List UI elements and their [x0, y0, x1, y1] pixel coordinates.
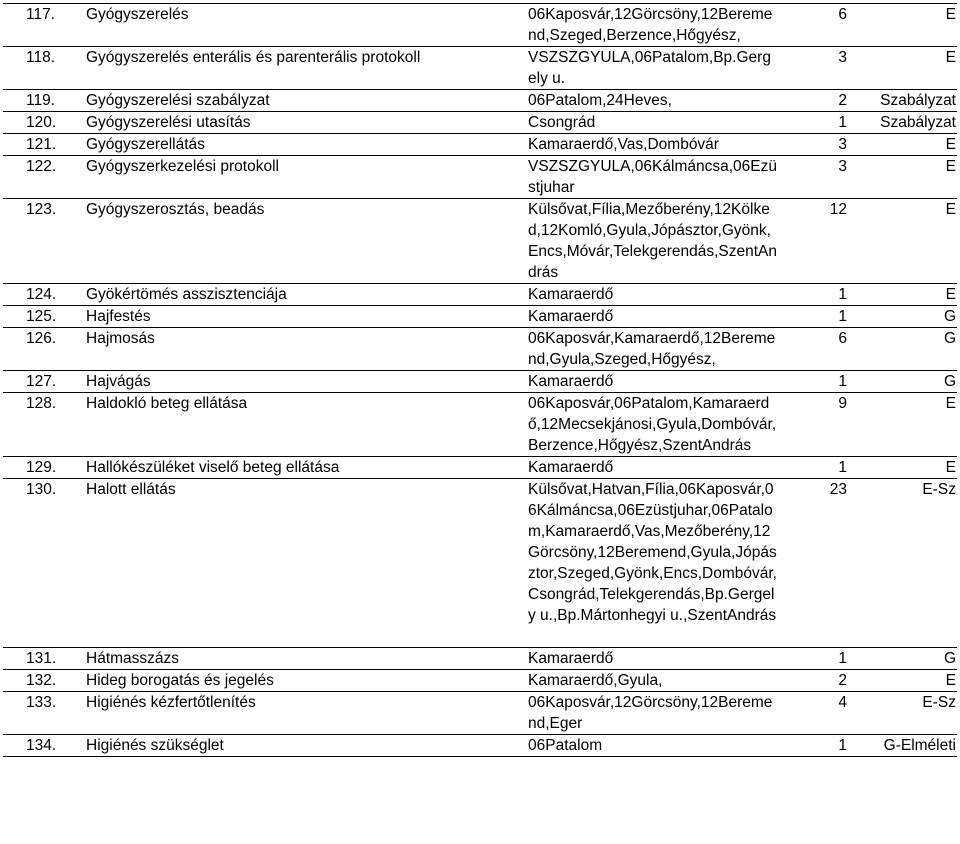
procedure-type: G-Elméleti [850, 735, 957, 757]
location-count: 2 [778, 670, 850, 692]
procedure-name: Higiénés szükséglet [86, 735, 528, 757]
row-number: 119. [3, 90, 86, 112]
location-count: 1 [778, 735, 850, 757]
procedure-type: Szabályzat [850, 90, 957, 112]
procedure-type: E [850, 47, 957, 90]
table-row [3, 479, 957, 648]
locations: Kamaraerdő [528, 648, 778, 670]
location-count: 23 [778, 479, 850, 648]
procedure-name: Gyógyszerelés enterális és parenterális protokoll [86, 47, 528, 90]
location-count: 9 [778, 393, 850, 457]
procedure-type: G [850, 648, 957, 670]
row-number: 127. [3, 371, 86, 393]
table-row [3, 648, 957, 670]
table-row [3, 90, 957, 112]
row-number: 123. [3, 199, 86, 284]
procedure-name: Gyógyszerelési utasítás [86, 112, 528, 134]
procedure-name: Gyógyszerellátás [86, 134, 528, 156]
procedure-type: E [850, 134, 957, 156]
table-row [3, 134, 957, 156]
location-count: 1 [778, 457, 850, 479]
table-row [3, 371, 957, 393]
row-number: 133. [3, 692, 86, 735]
procedure-name: Hallókészüléket viselő beteg ellátása [86, 457, 528, 479]
procedure-name: Haldokló beteg ellátása [86, 393, 528, 457]
row-number: 132. [3, 670, 86, 692]
procedure-type: G [850, 328, 957, 371]
location-count: 3 [778, 47, 850, 90]
location-count: 1 [778, 306, 850, 328]
procedure-name: Hátmasszázs [86, 648, 528, 670]
procedure-name: Hajmosás [86, 328, 528, 371]
row-number: 129. [3, 457, 86, 479]
procedure-type: E [850, 199, 957, 284]
table-row [3, 306, 957, 328]
locations: 06Patalom [528, 735, 778, 757]
procedure-type: E [850, 284, 957, 306]
procedure-name: Gyökértömés asszisztenciája [86, 284, 528, 306]
locations: 06Patalom,24Heves, [528, 90, 778, 112]
table-row [3, 670, 957, 692]
locations: Külsővat,Fília,Mezőberény,12Kölked,12Komló,Gyula,Jópásztor,Gyönk,Encs,Móvár,Telekgerendás,SzentAndrás [528, 199, 778, 284]
location-count: 12 [778, 199, 850, 284]
table-row [3, 4, 957, 47]
row-number: 125. [3, 306, 86, 328]
location-count: 6 [778, 328, 850, 371]
row-number: 121. [3, 134, 86, 156]
procedure-type: E [850, 4, 957, 47]
location-count: 3 [778, 134, 850, 156]
procedure-type: E [850, 457, 957, 479]
row-number: 117. [3, 4, 86, 47]
locations: Csongrád [528, 112, 778, 134]
procedure-name: Gyógyszerelés [86, 4, 528, 47]
procedure-name: Higiénés kézfertőtlenítés [86, 692, 528, 735]
locations: 06Kaposvár,12Görcsöny,12Beremend,Eger [528, 692, 778, 735]
locations: 06Kaposvár,12Görcsöny,12Beremend,Szeged,Berzence,Hőgyész, [528, 4, 778, 47]
row-number: 131. [3, 648, 86, 670]
procedure-name: Gyógyszerkezelési protokoll [86, 156, 528, 199]
row-number: 130. [3, 479, 86, 648]
procedure-name: Gyógyszerelési szabályzat [86, 90, 528, 112]
row-number: 134. [3, 735, 86, 757]
procedure-table [3, 3, 957, 757]
row-number: 126. [3, 328, 86, 371]
table-row [3, 328, 957, 371]
locations: VSZSZGYULA,06Kálmáncsa,06Ezüstjuhar [528, 156, 778, 199]
procedure-name: Hideg borogatás és jegelés [86, 670, 528, 692]
row-number: 124. [3, 284, 86, 306]
table-row [3, 735, 957, 757]
locations: 06Kaposvár,06Patalom,Kamaraerdő,12Mecsekjánosi,Gyula,Dombóvár,Berzence,Hőgyész,SzentAndrás [528, 393, 778, 457]
locations: Kamaraerdő,Vas,Dombóvár [528, 134, 778, 156]
locations: 06Kaposvár,Kamaraerdő,12Beremend,Gyula,Szeged,Hőgyész, [528, 328, 778, 371]
procedure-name: Halott ellátás [86, 479, 528, 648]
table-row [3, 112, 957, 134]
table-body [3, 4, 957, 757]
table-row [3, 47, 957, 90]
locations: Kamaraerdő [528, 371, 778, 393]
procedure-type: E [850, 156, 957, 199]
locations: Kamaraerdő [528, 284, 778, 306]
location-count: 4 [778, 692, 850, 735]
locations: Kamaraerdő,Gyula, [528, 670, 778, 692]
procedure-type: E [850, 670, 957, 692]
locations: Külsővat,Hatvan,Fília,06Kaposvár,06Kálmáncsa,06Ezüstjuhar,06Patalom,Kamaraerdő,Vas,Mezőberény,12Görcsöny,12Beremend,Gyula,Jópásztor,Szeged,Gyönk,Encs,Dombóvár,Csongrád,Telekgerendás,Bp.Gergely u.,Bp.Mártonhegyi u.,SzentAndrás [528, 479, 778, 648]
procedure-type: E-Sz [850, 479, 957, 648]
row-number: 120. [3, 112, 86, 134]
table-row [3, 199, 957, 284]
location-count: 3 [778, 156, 850, 199]
location-count: 1 [778, 648, 850, 670]
location-count: 6 [778, 4, 850, 47]
table-row [3, 156, 957, 199]
procedure-type: G [850, 306, 957, 328]
procedure-name: Hajvágás [86, 371, 528, 393]
location-count: 1 [778, 371, 850, 393]
table-row [3, 284, 957, 306]
procedure-type: Szabályzat [850, 112, 957, 134]
procedure-type: E-Sz [850, 692, 957, 735]
procedure-type: E [850, 393, 957, 457]
procedure-type: G [850, 371, 957, 393]
location-count: 1 [778, 112, 850, 134]
table-row [3, 393, 957, 457]
table-row [3, 692, 957, 735]
locations: VSZSZGYULA,06Patalom,Bp.Gergely u. [528, 47, 778, 90]
row-number: 128. [3, 393, 86, 457]
row-number: 118. [3, 47, 86, 90]
procedure-name: Hajfestés [86, 306, 528, 328]
row-number: 122. [3, 156, 86, 199]
procedure-name: Gyógyszerosztás, beadás [86, 199, 528, 284]
locations: Kamaraerdő [528, 306, 778, 328]
location-count: 1 [778, 284, 850, 306]
location-count: 2 [778, 90, 850, 112]
locations: Kamaraerdő [528, 457, 778, 479]
table-row [3, 457, 957, 479]
